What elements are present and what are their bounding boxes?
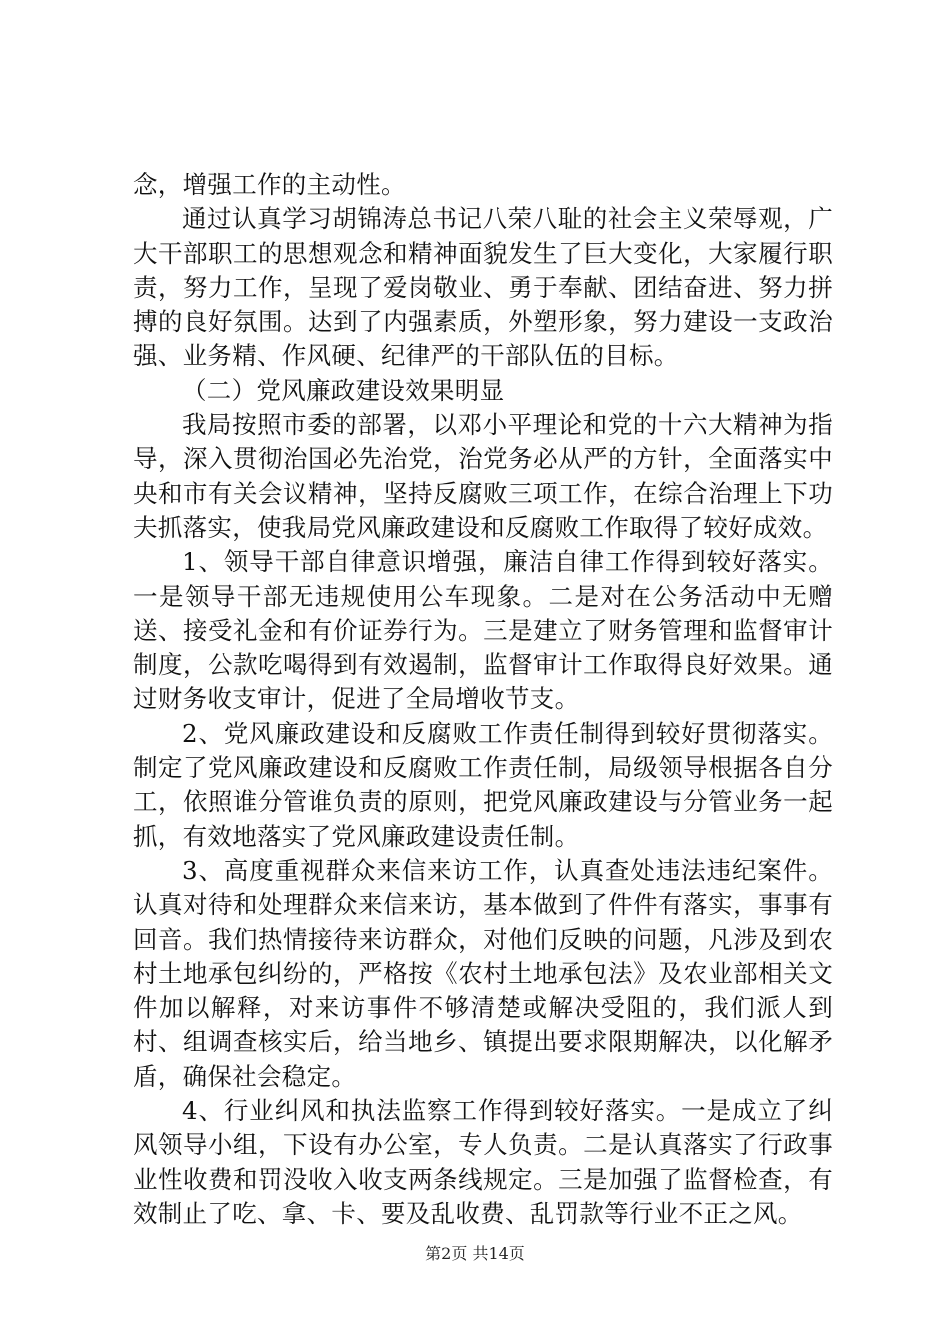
paragraph-continuation: 念，增强工作的主动性。 bbox=[133, 170, 406, 199]
paragraph-item-3: 3、高度重视群众来信来访工作，认真查处违法违纪案件。认真对待和处理群众来信来访，基本做到了件件有落实，事事有回音。我们热情接待来访群众，对他们反映的问题，凡涉及到农村土地承包纠纷的，严格按《农村土地承包法》及农业部相关文件加以解释，对来访事件不够清楚或解决受阻的，我们派人到村、组调查核实后，给当地乡、镇提出要求限期解决，以化解矛盾，确保社会稳定。 bbox=[133, 855, 833, 1091]
document-body bbox=[133, 168, 833, 1231]
page-number-footer: 第2页 共14页 bbox=[425, 1244, 525, 1263]
section-heading: （二）党风廉政建设效果明显 bbox=[182, 375, 505, 405]
paragraph-item-2: 2、党风廉政建设和反腐败工作责任制得到较好贯彻落实。制定了党风廉政建设和反腐败工作责任制，局级领导根据各自分工，依照谁分管谁负责的原则，把党风廉政建设与分管业务一起抓，有效地落实了党风廉政建设责任制。 bbox=[133, 718, 833, 851]
paragraph-item-4: 4、行业纠风和执法监察工作得到较好落实。一是成立了纠风领导小组，下设有办公室，专人负责。二是认真落实了行政事业性收费和罚没收入收支两条线规定。三是加强了监督检查，有效制止了吃、拿、卡、要及乱收费、乱罚款等行业不正之风。 bbox=[133, 1096, 833, 1228]
paragraph-honor-shame: 通过认真学习胡锦涛总书记八荣八耻的社会主义荣辱观，广大干部职工的思想观念和精神面貌发生了巨大变化，大家履行职责，努力工作，呈现了爱岗敬业、勇于奉献、团结奋进、努力拼搏的良好氛围。达到了内强素质，外塑形象，努力建设一支政治强、业务精、作风硬、纪律严的干部队伍的目标。 bbox=[133, 204, 833, 371]
paragraph-party-conduct: 我局按照市委的部署，以邓小平理论和党的十六大精神为指导，深入贯彻治国必先治党，治党务必从严的方针，全面落实中央和市有关会议精神，坚持反腐败三项工作，在综合治理上下功夫抓落实，使我局党风廉政建设和反腐败工作取得了较好成效。 bbox=[133, 410, 833, 542]
paragraph-item-1: 1、领导干部自律意识增强，廉洁自律工作得到较好落实。一是领导干部无违规使用公车现象。二是对在公务活动中无赠送、接受礼金和有价证券行为。三是建立了财务管理和监督审计制度，公款吃喝得到有效遏制，监督审计工作取得良好效果。通过财务收支审计，促进了全局增收节支。 bbox=[133, 547, 833, 714]
